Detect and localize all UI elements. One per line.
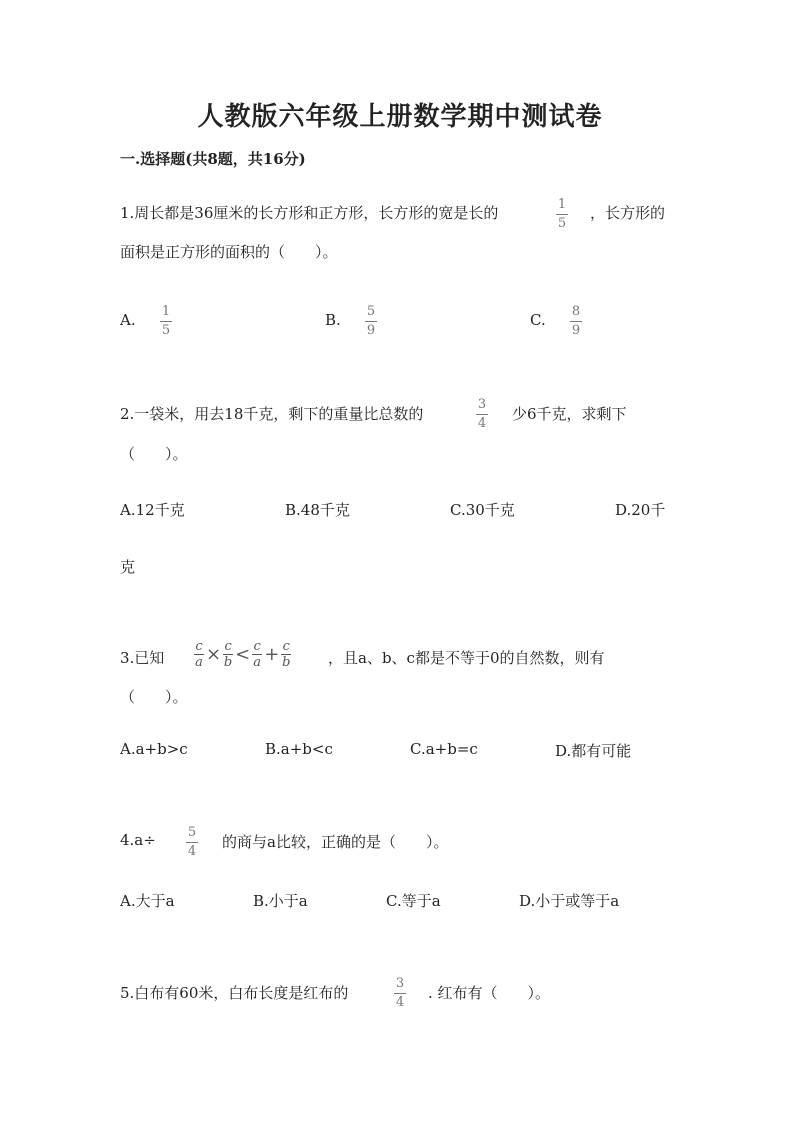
q3-frac1-num: c xyxy=(195,639,203,654)
q2-option-b: B.48千克 xyxy=(285,501,350,519)
q1-option-b-num: 5 xyxy=(366,304,376,319)
q1-frac-num: 1 xyxy=(557,197,567,212)
q1-frac-den: 5 xyxy=(557,216,567,231)
q2-line2: （ ）。 xyxy=(120,445,188,463)
q2-frac-num: 3 xyxy=(477,397,487,412)
q4-option-a: A.大于a xyxy=(120,892,175,910)
q1-option-a-den: 5 xyxy=(161,323,171,338)
q3-frac2-den: b xyxy=(223,655,233,670)
q3-text-b: ，且a、b、c都是不等于0的自然数，则有 xyxy=(328,649,605,667)
q5-frac-den: 4 xyxy=(395,995,405,1010)
q5-frac-num: 3 xyxy=(395,976,405,991)
q4-fraction xyxy=(186,826,198,859)
q2-text-a: 2.一袋米，用去18千克，剩下的重量比总数的 xyxy=(120,405,424,423)
q2-frac-den: 4 xyxy=(477,416,487,431)
q2-option-d-wrap: 克 xyxy=(120,558,136,576)
q3-frac1-den: a xyxy=(195,655,203,670)
q2-option-a: A.12千克 xyxy=(120,501,185,519)
q1-text-b: ，长方形的 xyxy=(590,204,666,222)
q4-text-b: 的商与a比较，正确的是（ ）。 xyxy=(222,833,449,851)
q3-line2: （ ）。 xyxy=(120,688,188,706)
q4-option-d: D.小于或等于a xyxy=(519,892,620,910)
q1-option-b-den: 9 xyxy=(366,323,376,338)
q3-frac3-den: a xyxy=(253,655,262,670)
q4-text-a: 4.a÷ xyxy=(120,831,156,849)
q1-option-a-num: 1 xyxy=(161,304,171,319)
q3-option-c: C.a+b=c xyxy=(410,740,478,758)
page-title: 人教版六年级上册数学期中测试卷 xyxy=(197,102,603,132)
q1-option-c-fraction xyxy=(570,305,582,338)
q3-frac4-num: c xyxy=(282,639,290,654)
q1-text-a: 1.周长都是36厘米的长方形和正方形，长方形的宽是长的 xyxy=(120,204,499,222)
q3-frac-c-over-a xyxy=(194,640,204,669)
q3-option-a: A.a+b>c xyxy=(120,740,188,758)
q3-frac3-num: c xyxy=(253,639,261,654)
q1-option-a-fraction xyxy=(160,305,172,338)
q2-option-d: D.20千 xyxy=(615,501,666,519)
q1-option-b-fraction xyxy=(365,305,377,338)
q5-text-a: 5.白布有60米，白布长度是红布的 xyxy=(120,984,349,1002)
q1-option-c-den: 9 xyxy=(571,323,581,338)
q3-frac-c-over-b-2 xyxy=(281,640,291,669)
q3-text-a: 3.已知 xyxy=(120,649,165,667)
q3-frac-c-over-b xyxy=(223,640,233,669)
q3-times-sign: × xyxy=(206,644,222,665)
q3-less-than-sign: < xyxy=(235,644,251,665)
q4-option-c: C.等于a xyxy=(386,892,441,910)
q3-frac4-den: b xyxy=(282,655,291,670)
q1-option-c-label: C. xyxy=(530,311,546,329)
q5-text-b: . 红布有（ ）。 xyxy=(428,984,551,1002)
q2-option-c: C.30千克 xyxy=(450,501,515,519)
q3-inequality-formula xyxy=(194,640,291,669)
q3-option-b: B.a+b<c xyxy=(265,740,333,758)
q1-option-a-label: A. xyxy=(120,311,136,329)
q4-frac-num: 5 xyxy=(187,825,197,840)
section-heading: 一.选择题(共8题，共16分) xyxy=(120,150,306,168)
q3-option-d: D.都有可能 xyxy=(555,742,632,760)
q3-frac2-num: c xyxy=(224,639,232,654)
q1-option-c-num: 8 xyxy=(571,304,581,319)
q1-option-b-label: B. xyxy=(325,311,341,329)
q1-line2: 面积是正方形的面积的（ ）。 xyxy=(120,243,338,261)
q4-option-b: B.小于a xyxy=(253,892,308,910)
q2-fraction xyxy=(476,398,488,431)
q4-frac-den: 4 xyxy=(187,844,197,859)
q2-text-b: 少6千克，求剩下 xyxy=(512,405,627,423)
q3-plus-sign: + xyxy=(264,644,280,665)
q5-fraction xyxy=(394,977,406,1010)
q1-fraction xyxy=(556,198,568,231)
q3-frac-c-over-a-2 xyxy=(252,640,262,669)
